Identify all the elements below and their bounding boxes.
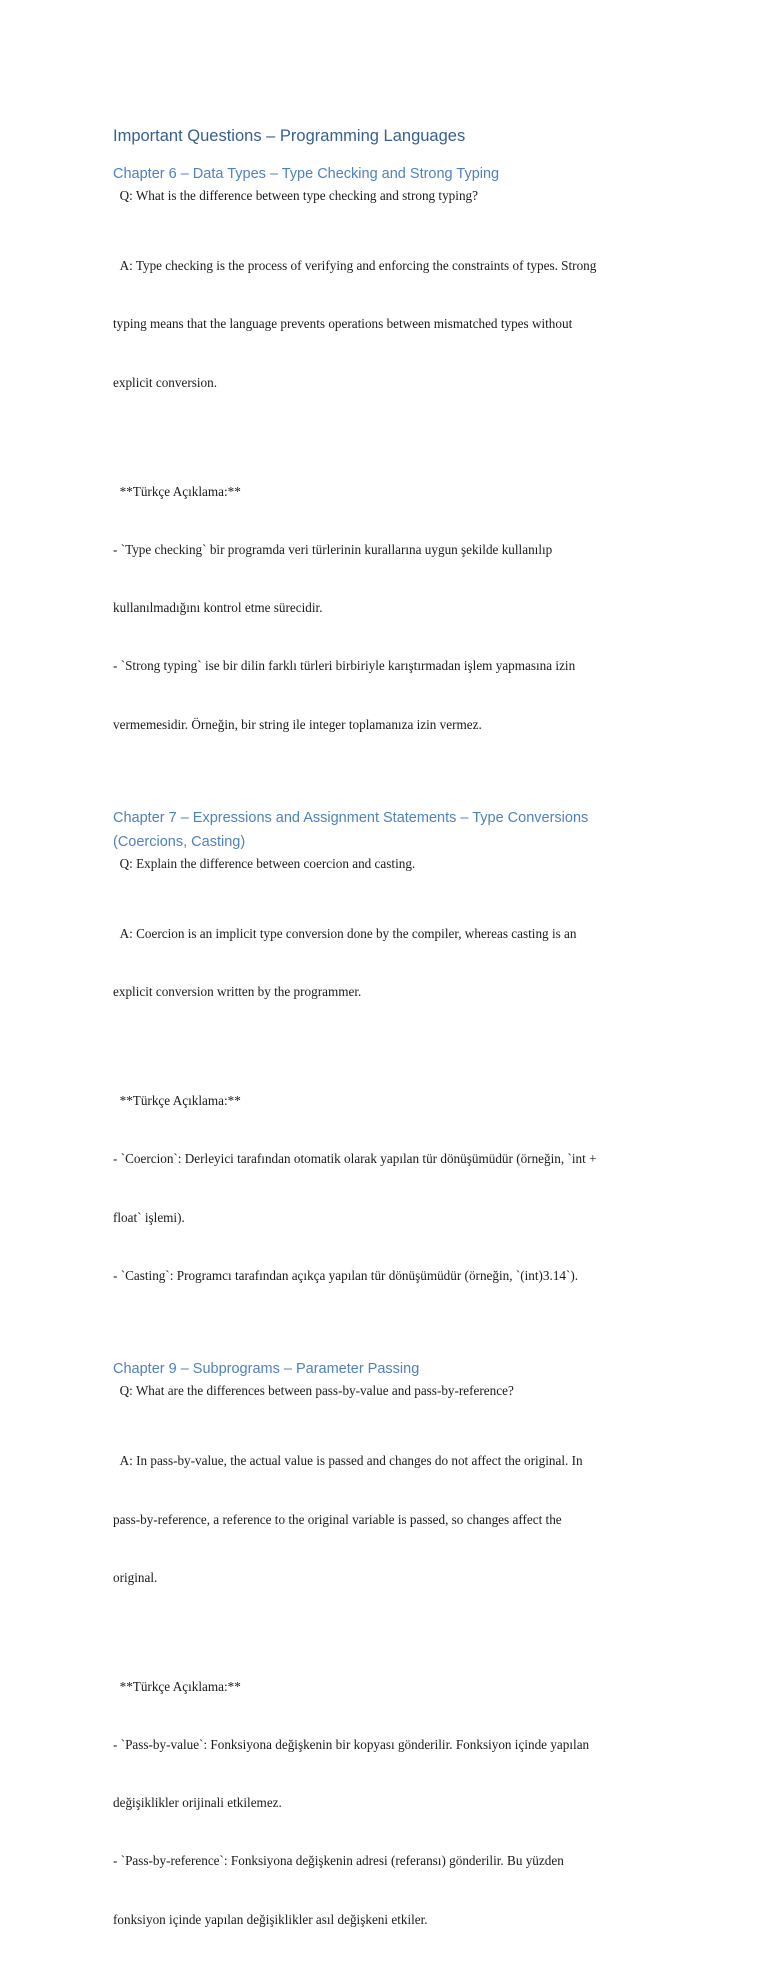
answer-text: [113, 885, 658, 1040]
answer-line: pass-by-reference, a reference to the original variable is passed, so changes affect the: [113, 1511, 562, 1527]
chapter-heading-line: Chapter 6 – Data Types – Type Checking and Strong Typing: [113, 166, 500, 182]
answer-line: A: Type checking is the process of verifying and enforcing the constraints of types. Strong: [113, 258, 597, 274]
chapter-heading: [113, 1357, 658, 1381]
document-title: Important Questions – Programming Languages: [113, 127, 466, 145]
turkish-line: fonksiyon içinde yapılan değişiklikler asıl değişkeni etkiler.: [113, 1911, 428, 1927]
turkish-line: değişiklikler orijinali etkilemez.: [113, 1795, 282, 1811]
turkish-explanation: [113, 1052, 658, 1324]
answer-line: A: In pass-by-value, the actual value is passed and changes do not affect the original. In: [113, 1453, 583, 1469]
answer-line: explicit conversion.: [113, 374, 218, 390]
chapter-heading-line: Chapter 9 – Subprograms – Parameter Passing: [113, 1361, 420, 1378]
turkish-heading: **Türkçe Açıklama:**: [113, 1678, 241, 1694]
question-text: Q: What is the difference between type checking and strong typing?: [113, 188, 478, 203]
question-text: Q: Explain the difference between coercion and casting.: [113, 855, 416, 871]
answer-line: typing means that the language prevents operations between mismatched types without: [113, 316, 573, 332]
turkish-line: - `Pass-by-reference`: Fonksiyona değişkenin adresi (referansı) gönderilir. Bu yüzden: [113, 1853, 564, 1869]
turkish-line: - `Casting`: Programcı tarafından açıkça yapılan tür dönüşümüdür (örneğin, `(int)3.14`).: [113, 1267, 579, 1283]
chapter-7-section: [113, 806, 658, 1324]
turkish-line: - `Strong typing` ise bir dilin farklı türleri birbiriyle karıştırmadan işlem yapmasına izin: [113, 658, 576, 674]
answer-text: [113, 217, 658, 430]
chapter-heading: [113, 162, 658, 186]
answer-line: original.: [113, 1569, 158, 1585]
turkish-line: - `Type checking` bir programda veri türlerinin kurallarına uygun şekilde kullanılıp: [113, 541, 553, 557]
turkish-heading: **Türkçe Açıklama:**: [113, 483, 241, 499]
turkish-line: float` işlemi).: [113, 1209, 185, 1225]
chapter-heading-line: (Coercions, Casting): [113, 833, 246, 850]
chapter-heading: [113, 806, 658, 854]
chapter-9-section: [113, 1357, 658, 1968]
turkish-heading: **Türkçe Açıklama:**: [113, 1093, 241, 1109]
question-text: Q: What are the differences between pass-by-value and pass-by-reference?: [113, 1383, 514, 1399]
turkish-line: vermemesidir. Örneğin, bir string ile integer toplamanıza izin vermez.: [113, 716, 482, 732]
turkish-explanation: [113, 443, 658, 773]
turkish-explanation: [113, 1638, 658, 1968]
turkish-line: kullanılmadığını kontrol etme sürecidir.: [113, 600, 323, 616]
chapter-heading-line: Chapter 7 – Expressions and Assignment Statements – Type Conversions: [113, 809, 589, 826]
turkish-line: - `Pass-by-value`: Fonksiyona değişkenin bir kopyası gönderilir. Fonksiyon içinde yapılan: [113, 1737, 590, 1753]
answer-line: A: Coercion is an implicit type conversion done by the compiler, whereas casting is an: [113, 926, 577, 941]
answer-line: explicit conversion written by the programmer.: [113, 984, 362, 1000]
turkish-line: - `Coercion`: Derleyici tarafından otomatik olarak yapılan tür dönüşümüdür (örneğin, `int +: [113, 1151, 597, 1167]
chapter-6-section: [113, 162, 658, 773]
answer-text: [113, 1413, 658, 1626]
document-page: [113, 124, 658, 1968]
